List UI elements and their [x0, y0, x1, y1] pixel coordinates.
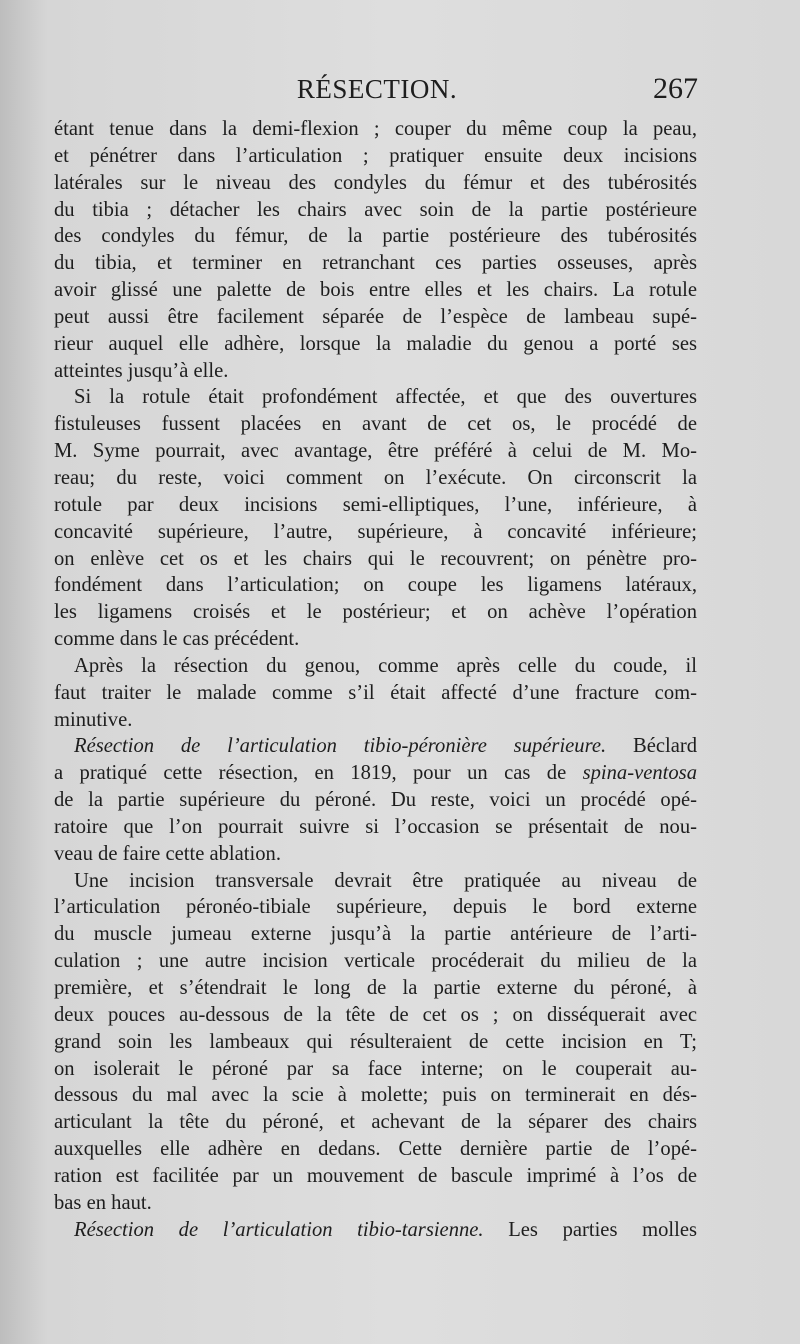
text-line	[54, 546, 697, 573]
text-line	[54, 1190, 697, 1217]
text-line	[54, 384, 697, 411]
text-line	[54, 438, 697, 465]
line-text: peut aussi être facilement séparée de l’espèce de lambeau supé-	[54, 305, 697, 328]
text-line	[54, 223, 697, 250]
line-text: Après la résection du genou, comme après celle du coude, il	[74, 654, 697, 677]
line-text: faut traiter le malade comme s’il était affecté d’une fracture com-	[54, 681, 697, 704]
text-line	[54, 492, 697, 519]
text-line	[54, 331, 697, 358]
line-text: on isolerait le péroné par sa face interne; on le couperait au-	[54, 1057, 697, 1080]
line-text: Une incision transversale devrait être pratiquée au niveau de	[74, 869, 697, 892]
text-line	[54, 116, 697, 143]
line-text: Les parties molles	[483, 1218, 697, 1241]
text-line	[54, 680, 697, 707]
text-line	[54, 1056, 697, 1083]
text-line	[54, 519, 697, 546]
page-header	[54, 72, 700, 112]
line-text: deux pouces au-dessous de la tête de cet os ; on disséquerait avec	[54, 1003, 697, 1026]
line-text: minutive.	[54, 708, 133, 731]
line-text: concavité supérieure, l’autre, supérieure, à concavité inférieure;	[54, 520, 697, 543]
section-heading: Résection de l’articulation tibio-tarsienne.	[74, 1218, 484, 1241]
page-number: 267	[653, 72, 698, 105]
text-line	[54, 1136, 697, 1163]
text-line	[54, 868, 697, 895]
line-text: fondément dans l’articulation; on coupe les ligamens latéraux,	[54, 574, 697, 597]
text-line	[54, 358, 697, 385]
text-line	[54, 841, 697, 868]
text-line	[54, 1163, 697, 1190]
line-text: première, et s’étendrait le long de la partie externe du péroné, à	[54, 977, 697, 999]
line-text: du tibia ; détacher les chairs avec soin de la partie postérieure	[54, 198, 697, 221]
text-line	[54, 1082, 697, 1109]
italic-term: spina-ventosa	[582, 762, 697, 785]
line-text: veau de faire cette ablation.	[54, 842, 281, 865]
line-text: rotule par deux incisions semi-elliptiques, l’une, inférieure, à	[54, 493, 697, 516]
line-text: l’articulation péronéo-tibiale supérieure, depuis le bord externe	[54, 896, 697, 919]
line-text: auxquelles elle adhère en dedans. Cette dernière partie de l’opé-	[54, 1138, 697, 1161]
text-line	[54, 894, 697, 921]
line-text: atteintes jusqu’à elle.	[54, 359, 229, 382]
text-line	[54, 948, 697, 975]
text-line	[54, 653, 697, 680]
line-text: du tibia, et terminer en retranchant ces parties osseuses, après	[54, 252, 697, 275]
text-line	[54, 572, 697, 599]
text-line	[54, 626, 697, 653]
line-text: ration est facilitée par un mouvement de bascule imprimé à l’os de	[54, 1164, 697, 1187]
text-line	[54, 1217, 697, 1244]
line-text: dessous du mal avec la scie à molette; puis on terminerait en dés-	[54, 1084, 697, 1107]
line-text: Béclard	[606, 735, 697, 758]
text-line	[54, 197, 697, 224]
text-line	[54, 465, 697, 492]
text-line	[54, 170, 697, 197]
text-line	[54, 814, 697, 841]
line-text: articulant la tête du péroné, et achevant de la séparer des chairs	[54, 1111, 697, 1134]
section-heading: Résection de l’articulation tibio-péronière supérieure.	[74, 735, 607, 758]
line-text: comme dans le cas précédent.	[54, 628, 300, 651]
text-line	[54, 1109, 697, 1136]
line-text: ratoire que l’on pourrait suivre si l’occasion se présentait de nou-	[54, 815, 697, 838]
text-line	[54, 143, 697, 170]
text-line	[54, 304, 697, 331]
line-text: Si la rotule était profondément affectée, et que des ouvertures	[74, 386, 697, 409]
text-line	[54, 1029, 697, 1056]
text-line	[54, 411, 697, 438]
line-text: et pénétrer dans l’articulation ; pratiquer ensuite deux incisions	[54, 144, 697, 167]
text-line	[54, 250, 697, 277]
line-text: reau; du reste, voici comment on l’exécute. On circonscrit la	[54, 466, 697, 489]
line-text: du muscle jumeau externe jusqu’à la partie antérieure de l’arti-	[54, 923, 697, 946]
body-text	[54, 116, 697, 1243]
line-text: étant tenue dans la demi-flexion ; couper du même coup la peau,	[54, 118, 697, 140]
line-text: les ligamens croisés et le postérieur; et on achève l’opération	[54, 601, 697, 624]
line-text: a pratiqué cette résection, en 1819, pour un cas de	[54, 762, 583, 785]
text-line	[54, 599, 697, 626]
line-text: M. Syme pourrait, avec avantage, être préféré à celui de M. Mo-	[54, 440, 697, 463]
text-line	[54, 760, 697, 787]
line-text: latérales sur le niveau des condyles du fémur et des tubérosités	[54, 171, 697, 194]
text-line	[54, 921, 697, 948]
text-line	[54, 975, 697, 1002]
text-line	[54, 787, 697, 814]
running-title: RÉSECTION.	[296, 74, 458, 104]
line-text: bas en haut.	[54, 1191, 152, 1214]
line-text: de la partie supérieure du péroné. Du reste, voici un procédé opé-	[54, 789, 697, 812]
text-line	[54, 733, 697, 760]
line-text: on enlève cet os et les chairs qui le recouvrent; on pénètre pro-	[54, 547, 697, 570]
text-line	[54, 1002, 697, 1029]
line-text: culation ; une autre incision verticale procéderait du milieu de la	[54, 950, 697, 973]
line-text: rieur auquel elle adhère, lorsque la maladie du genou a porté ses	[54, 332, 697, 355]
text-line	[54, 707, 697, 734]
line-text: avoir glissé une palette de bois entre elles et les chairs. La rotule	[54, 279, 697, 302]
line-text: fistuleuses fussent placées en avant de cet os, le procédé de	[54, 413, 697, 436]
line-text: grand soin les lambeaux qui résulteraient de cette incision en T;	[54, 1030, 697, 1053]
text-line	[54, 277, 697, 304]
line-text: des condyles du fémur, de la partie postérieure des tubérosités	[54, 225, 697, 248]
